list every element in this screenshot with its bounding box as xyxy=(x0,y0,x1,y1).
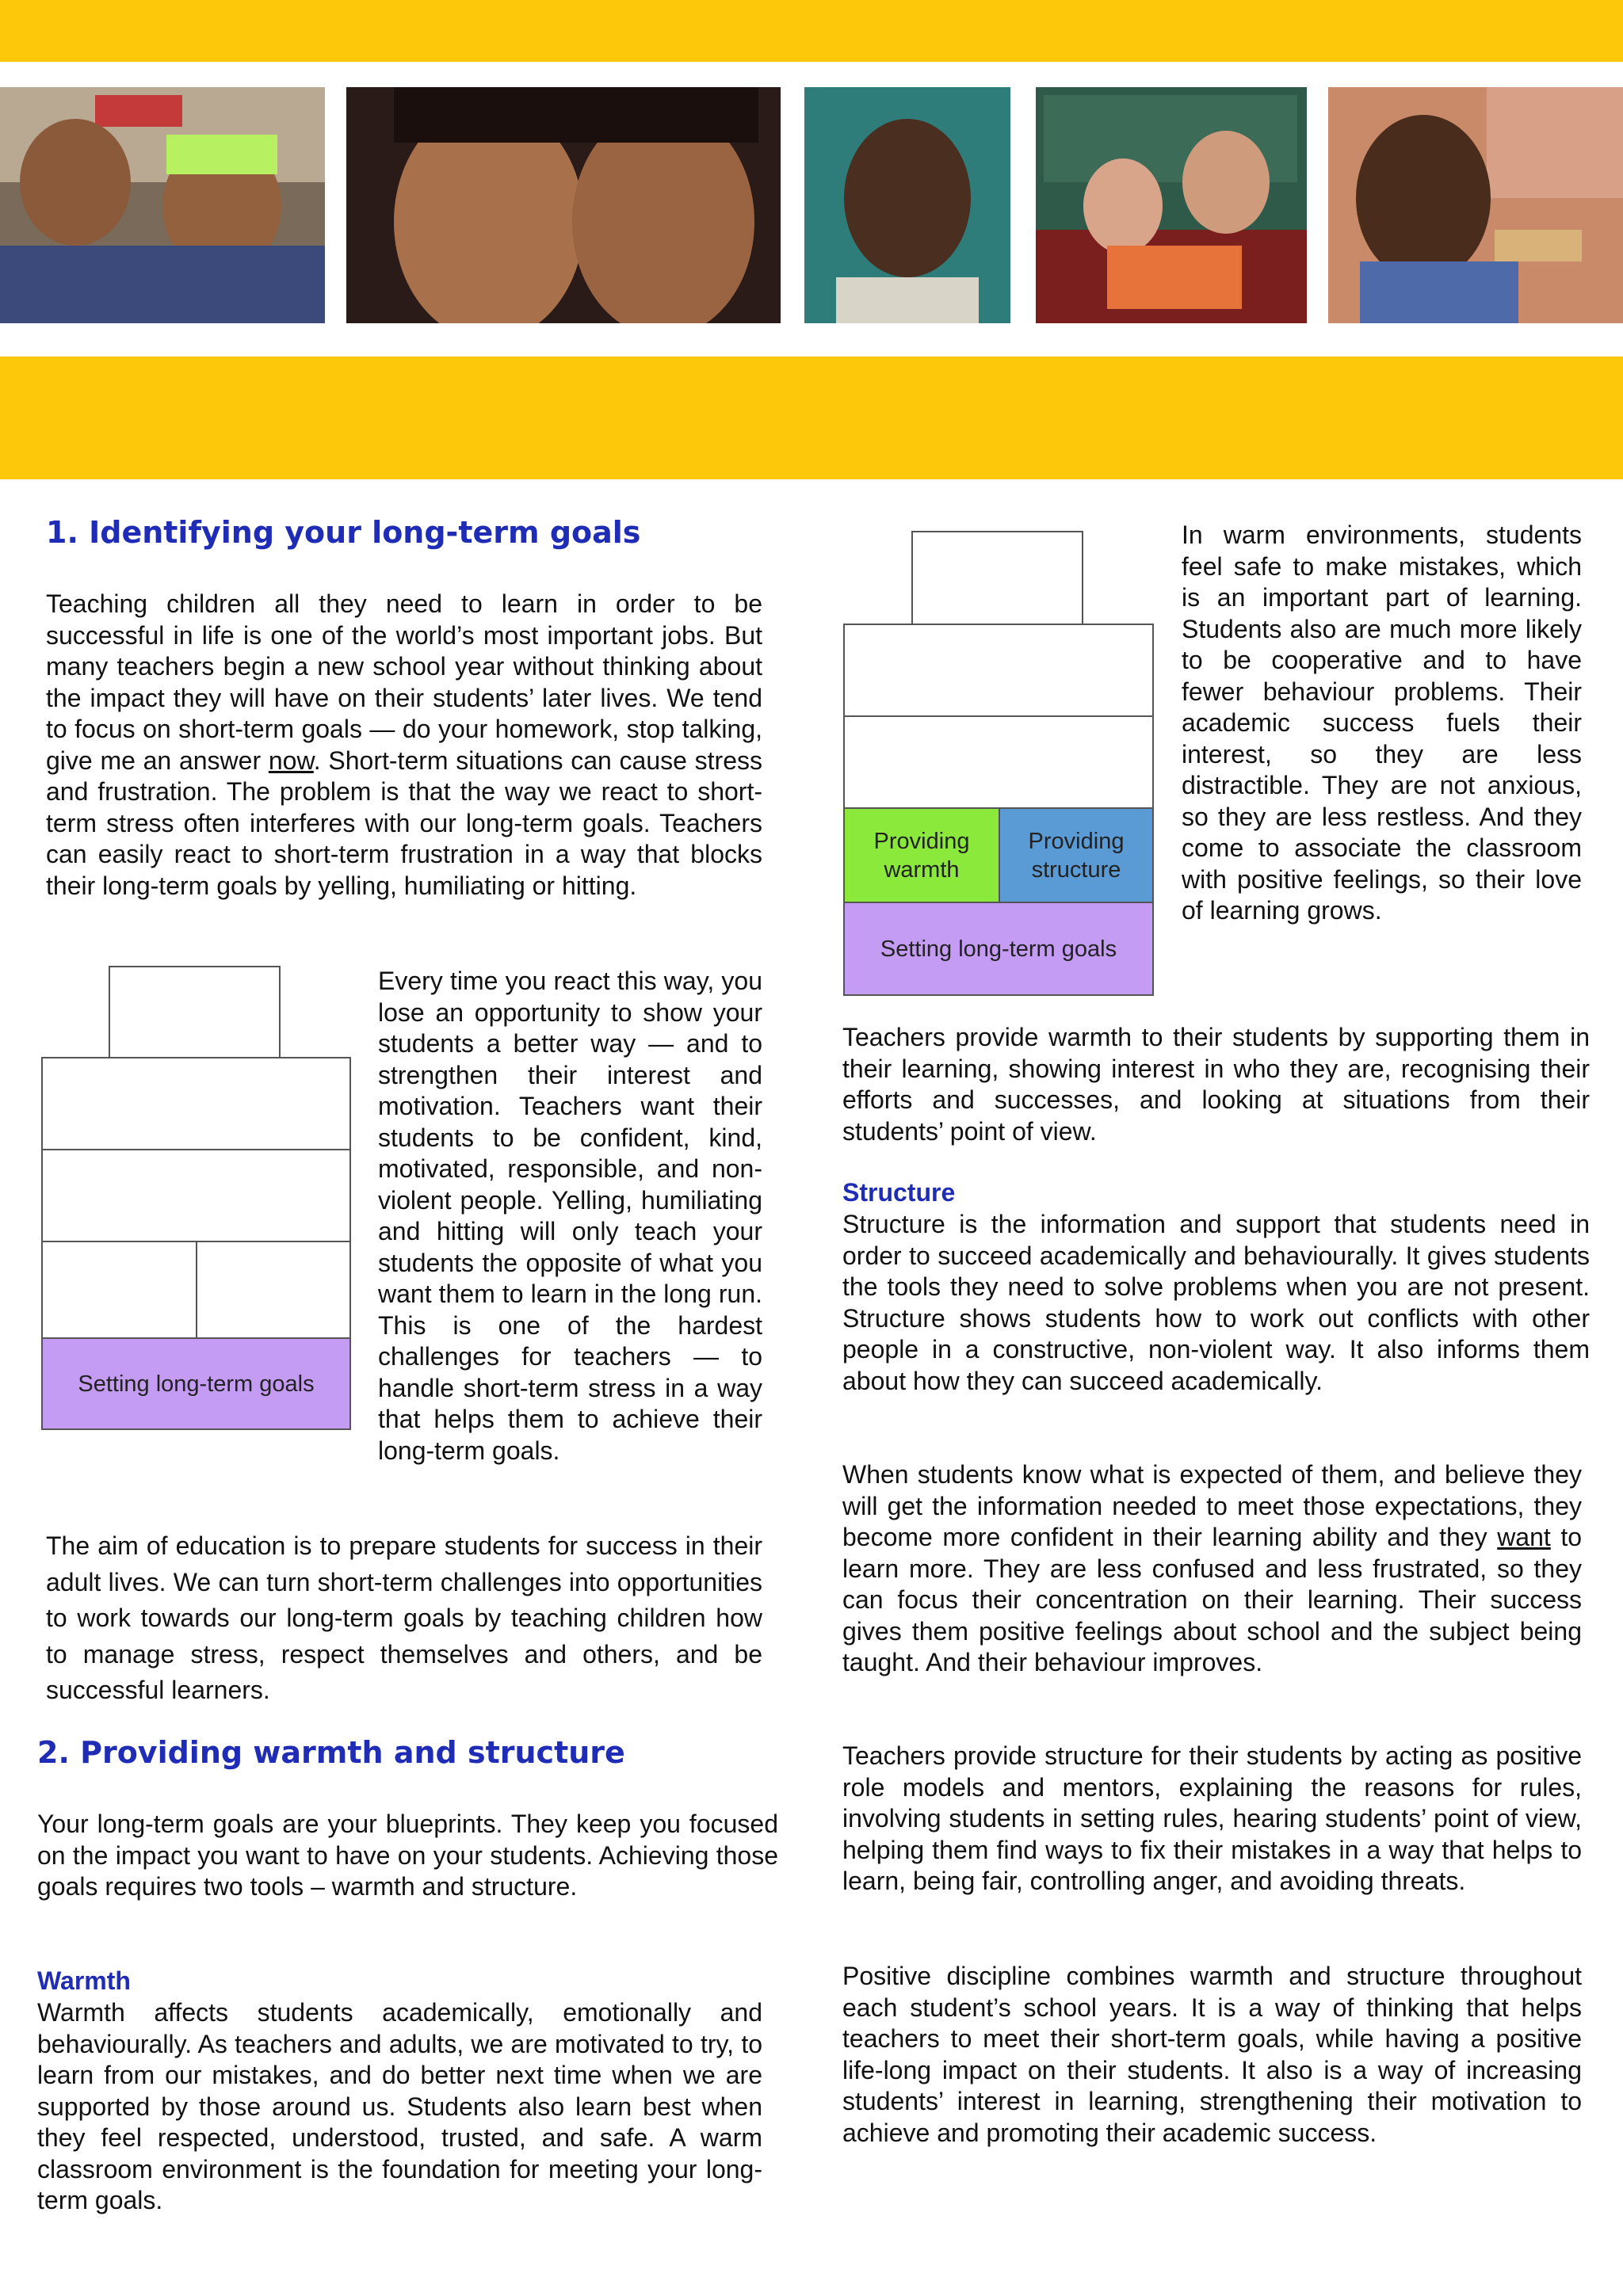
structure-provide-text: Teachers provide structure for their students by acting as positive role models and mentors, explaining the reasons for rules, involving students in setting rules, hearing students’ point of view, helping them find ways to fix their mistakes in a way that helps to learn, being fair, controlling anger, and avoiding threats. xyxy=(842,1741,1582,1895)
section-1-side-text: Every time you react this way, you lose an opportunity to show your students a better way — and to strengthen their interest and motivation. Teachers want their students to be confident, kind, motivated, responsible, and non-violent people. Yelling, humiliating and hitting will only teach your students the opposite of what you want them to learn in the long run. This is one of the hardest challenges for teachers — to handle short-term stress in a way that helps them to achieve their long-term goals. xyxy=(378,967,762,1465)
warmth-heading: Warmth xyxy=(37,1966,131,1995)
diagram-1-tier-3 xyxy=(41,1149,351,1242)
section-1-title: 1. Identifying your long-term goals xyxy=(46,515,641,550)
diagram-1-tier-2 xyxy=(41,1057,351,1150)
section-2-intro: Your long-term goals are your blueprints. They keep you focused on the impact you want to have on your students. Achieving those goals requires two tools – warmth and structure. xyxy=(37,1810,778,1901)
structure-heading: Structure xyxy=(842,1178,956,1207)
diagram-2-warmth-pillar: Providing warmth xyxy=(843,807,1000,903)
diagram-2-top-box xyxy=(911,531,1083,625)
photo-teacher-reading xyxy=(1036,87,1307,323)
diagram-1-top-box xyxy=(109,966,281,1058)
top-banner xyxy=(0,0,1623,62)
section-2-title: 2. Providing warmth and structure xyxy=(37,1735,625,1770)
photo-boy-classroom xyxy=(804,87,1010,323)
diagram-2-structure-pillar: Providing structure xyxy=(999,807,1154,903)
diagram-1-right-pillar xyxy=(196,1241,351,1339)
structure-text: Structure is the information and support that students need in order to succeed academically and behaviourally. It gives students the tools they need to solve problems when you are not present. Structure shows students how to work out conflicts with other people in a constructive, non-violent way. It also informs them about how they can succeed academically. xyxy=(842,1210,1590,1395)
expectations-text: When students know what is expected of them, and believe they will get the information needed to meet those expectations, they become more confident in their learning ability and they want to learn more. They are less confused and less frustrated, so they can focus their concentration on their learning. Their success gives them positive feelings about school and the subject being taught. And their behaviour improves. xyxy=(842,1460,1583,1676)
warmth-provide-text: Teachers provide warmth to their students by supporting them in their learning, showing interest in who they are, recognising their efforts and successes, and looking at situations from their students’ point of view. xyxy=(842,1023,1590,1146)
title-banner xyxy=(0,357,1623,479)
warmth-text: Warmth affects students academically, emotionally and behaviourally. As teachers and adults, we are motivated to try, to learn from our mistakes, and do better next time when we are supported by those around us. Students also learn best when they feel respected, understood, trusted, and safe. A warm classroom environment is the foundation for meeting your long-term goals. xyxy=(37,1998,762,2214)
warm-environments-text: In warm environments, students feel safe to make mistakes, which is an important part of learning. Students also are much more likely to be cooperative and to have fewer behaviour problems. Their academic success fuels their interest, so they are less distractible. They are not anxious, so they are less restless. And they come to associate the classroom with positive feelings, so their love of learning grows. xyxy=(1182,521,1582,925)
diagram-1-left-pillar xyxy=(41,1241,197,1339)
section-1-aim: The aim of education is to prepare students for success in their adult lives. We can turn short-term challenges into opportunities to work towards our long-term goals by teaching children how to manage stress, respect themselves and others, and be successful learners. xyxy=(46,1531,762,1704)
positive-discipline-text: Positive discipline combines warmth and structure throughout each student’s school years. It is a way of thinking that helps teachers to meet their short-term goals, while having a positive life-long impact on their students. It also is a way of increasing students’ interest in learning, strengthening their motivation to achieve and promoting their academic success. xyxy=(842,1962,1582,2147)
diagram-2-base-goals: Setting long-term goals xyxy=(843,902,1154,996)
diagram-2-tier-3 xyxy=(843,715,1154,809)
diagram-2-tier-2 xyxy=(843,624,1154,717)
section-1-intro: Teaching children all they need to learn in order to be successful in life is one of the world’s most important jobs. But many teachers begin a new school year without thinking about the impact they will have on their students’ later lives. We tend to focus on short-term goals — do your homework, stop talking, give me an answer now. Short-term situations can cause stress and frustration. The problem is that the way we react to short-term stress often interferes with our long-term goals. Teachers can easily react to short-term frustration in a way that blocks their long-term goals by yelling, humiliating or hitting. xyxy=(46,589,762,900)
diagram-1-base-goals: Setting long-term goals xyxy=(41,1337,351,1430)
photo-boys-stop-crown xyxy=(0,87,325,323)
photo-child-wooden-toy xyxy=(1328,87,1623,323)
photo-smiling-girls xyxy=(346,87,781,323)
